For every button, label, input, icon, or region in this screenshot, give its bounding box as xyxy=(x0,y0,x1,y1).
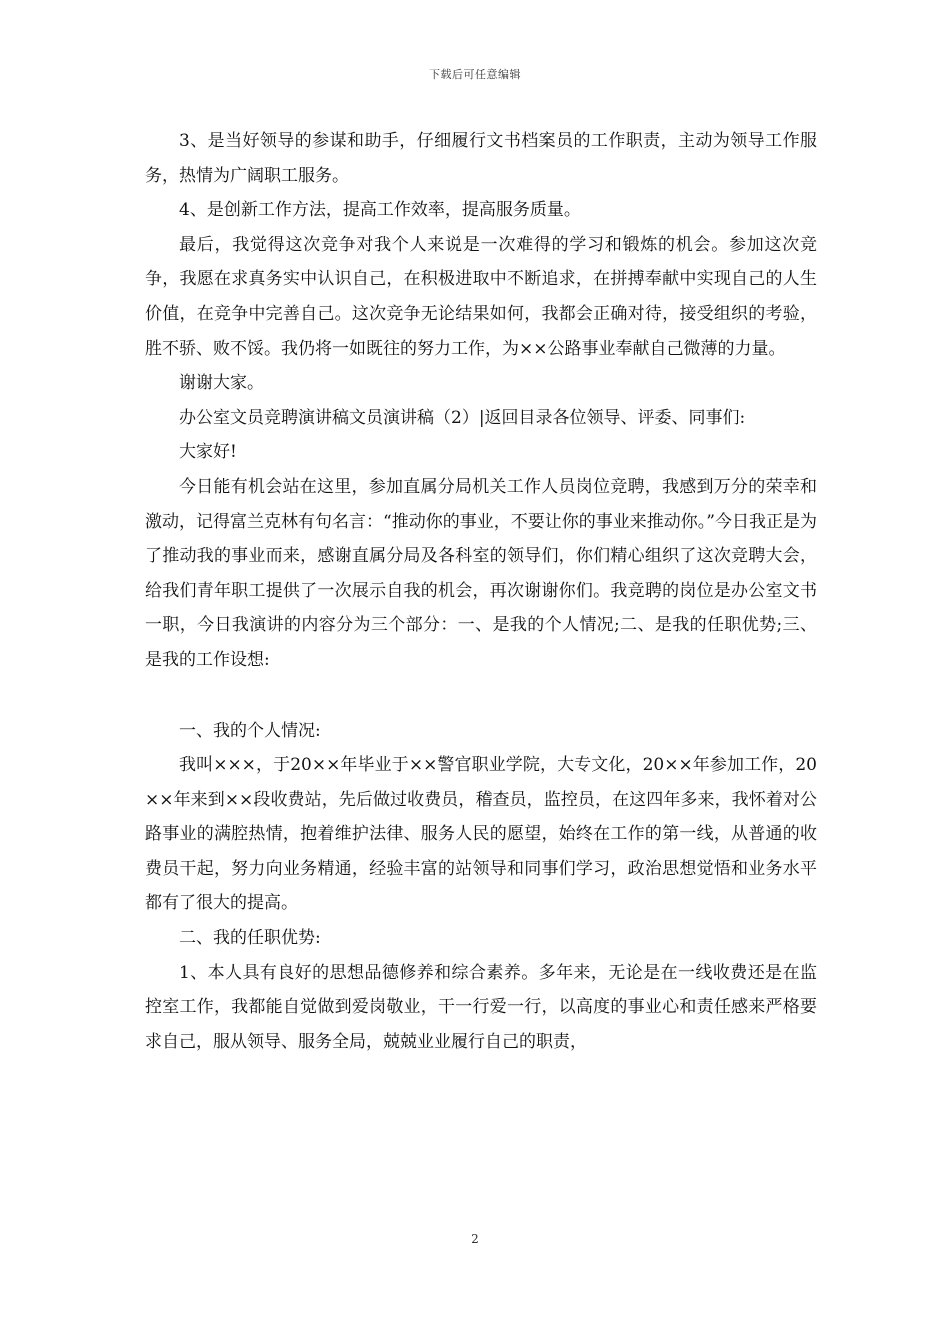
paragraph-duty-3: 3、是当好领导的参谋和助手，仔细履行文书档案员的工作职责，主动为领导工作服务，热情为广阔职工服务。 xyxy=(145,131,817,186)
paragraph-duty-4: 4、是创新工作方法，提高工作效率，提高服务质量。 xyxy=(179,200,581,221)
paragraph-advantage-1: 1、本人具有良好的思想品德修养和综合素养。多年来，无论是在一线收费还是在监控室工作，我都能自觉做到爱岗敬业，干一行爱一行，以高度的事业心和责任感来严格要求自己，服从领导、服务全局，兢兢业业履行自己的职责， xyxy=(145,962,817,1052)
document-body xyxy=(145,124,817,1059)
paragraph-introduction: 今日能有机会站在这里，参加直属分局机关工作人员岗位竞聘，我感到万分的荣幸和激动，记得富兰克林有句名言：“推动你的事业，不要让你的事业来推动你。”今日我正是为了推动我的事业而来，感谢直属分局及各科室的领导们，你们精心组织了这次竞聘大会，给我们青年职工提供了一次展示自我的机会，再次谢谢你们。我竞聘的岗位是办公室文书一职，今日我演讲的内容分为三个部分：一、是我的个人情况;二、是我的任职优势;三、是我的工作设想: xyxy=(145,476,817,670)
section-heading-personal: 一、我的个人情况: xyxy=(179,720,321,741)
section-heading-advantages: 二、我的任职优势: xyxy=(179,928,321,949)
paragraph-conclusion: 最后，我觉得这次竞争对我个人来说是一次难得的学习和锻炼的机会。参加这次竞争，我愿在求真务实中认识自己，在积极进取中不断追求，在拼搏奉献中实现自己的人生价值，在竞争中完善自己。这次竞争无论结果如何，我都会正确对待，接受组织的考验，胜不骄、败不馁。我仍将一如既往的努力工作，为××公路事业奉献自己微薄的力量。 xyxy=(145,234,817,359)
paragraph-gap xyxy=(145,678,817,714)
page-header: 下载后可任意编辑 xyxy=(429,68,521,81)
page-number: 2 xyxy=(471,1232,479,1246)
paragraph-greeting: 大家好! xyxy=(179,442,237,463)
paragraph-speech-title: 办公室文员竞聘演讲稿文员演讲稿（2）|返回目录各位领导、评委、同事们: xyxy=(179,407,746,428)
paragraph-personal-info: 我叫×××，于20××年毕业于××警官职业学院，大专文化，20××年参加工作，20××年来到××段收费站，先后做过收费员，稽查员，监控员，在这四年多来，我怀着对公路事业的满腔热情，抱着维护法律、服务人民的愿望，始终在工作的第一线，从普通的收费员干起，努力向业务精通，经验丰富的站领导和同事们学习，政治思想觉悟和业务水平都有了很大的提高。 xyxy=(145,755,817,914)
paragraph-thanks: 谢谢大家。 xyxy=(179,373,264,394)
